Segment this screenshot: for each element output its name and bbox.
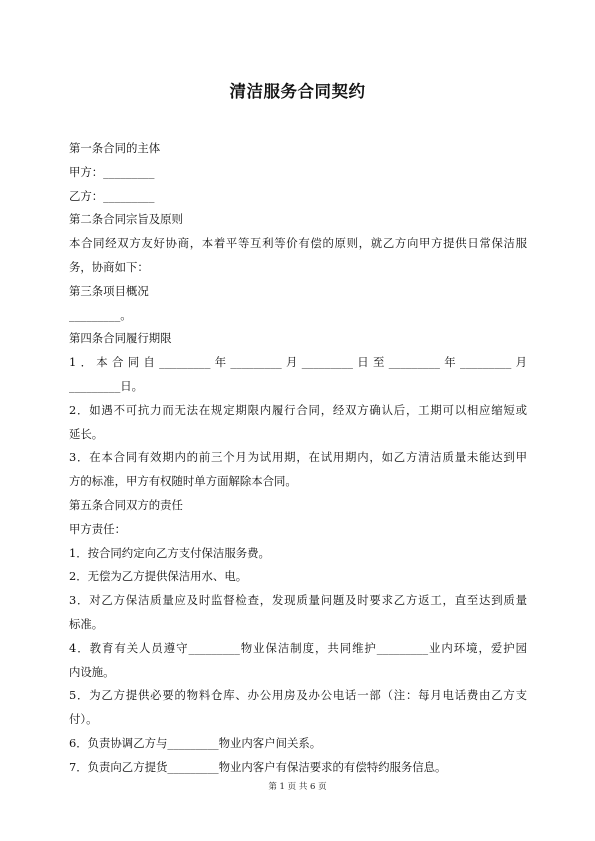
paragraph-line: 2．如遇不可抗力而无法在规定期限内履行合同，经双方确认后，工期可以相应缩短或 [69, 402, 527, 417]
paragraph-line: 3．在本合同有效期内的前三个月为试用期，在试用期内，如乙方清洁质量未能达到甲 [69, 450, 527, 465]
paragraph-line: 付）。 [69, 712, 98, 727]
section-heading: 第四条合同履行期限 [69, 331, 172, 346]
party-a-line: 甲方：_________ [69, 164, 155, 179]
paragraph-line: 务，协商如下： [69, 259, 149, 274]
list-item: 1．按合同约定向乙方支付保洁服务费。 [69, 545, 270, 560]
paragraph-line: 标准。 [69, 616, 104, 631]
section-heading: 第二条合同宗旨及原则 [69, 212, 183, 227]
list-item: 2．无偿为乙方提供保洁用水、电。 [69, 569, 248, 584]
section-heading: 第五条合同双方的责任 [69, 497, 183, 512]
section-heading: 第一条合同的主体 [69, 141, 161, 155]
paragraph-line: 1．本合同自_________年_________月_________日至_________年_________月 [69, 355, 527, 370]
paragraph-line: 延长。 [69, 426, 104, 441]
paragraph-line: _________。 [69, 307, 132, 322]
paragraph-line: 本合同经双方友好协商，本着平等互利等价有偿的原则，就乙方向甲方提供日常保洁服 [69, 236, 527, 251]
document-title: 清洁服务合同契约 [229, 82, 366, 101]
list-item: 4．教育有关人员遵守_________物业保洁制度，共同维护_________业内环境，爱护园 [69, 640, 527, 655]
list-item: 5．为乙方提供必要的物料仓库、办公用房及办公电话一部（注：每月电话费由乙方支 [69, 688, 527, 703]
list-item: 6．负责协调乙方与_________物业内客户间关系。 [69, 735, 322, 750]
paragraph-line: 方的标准，甲方有权随时单方面解除本合同。 [69, 474, 297, 489]
list-item: 7．负责向乙方提货_________物业内客户有保洁要求的有偿特约服务信息。 [69, 759, 447, 774]
document-body [69, 137, 527, 780]
party-b-line: 乙方：_________ [69, 188, 155, 203]
list-item: 3．对乙方保洁质量应及时监督检查，发现质量问题及时要求乙方返工，直至达到质量 [69, 593, 527, 608]
subsection-heading: 甲方责任： [69, 521, 126, 536]
section-heading: 第三条项目概况 [69, 283, 149, 298]
paragraph-line: _________日。 [69, 378, 144, 393]
page-number-footer: 第 1 页 共 6 页 [268, 782, 327, 792]
paragraph-line: 内设施。 [69, 664, 115, 679]
